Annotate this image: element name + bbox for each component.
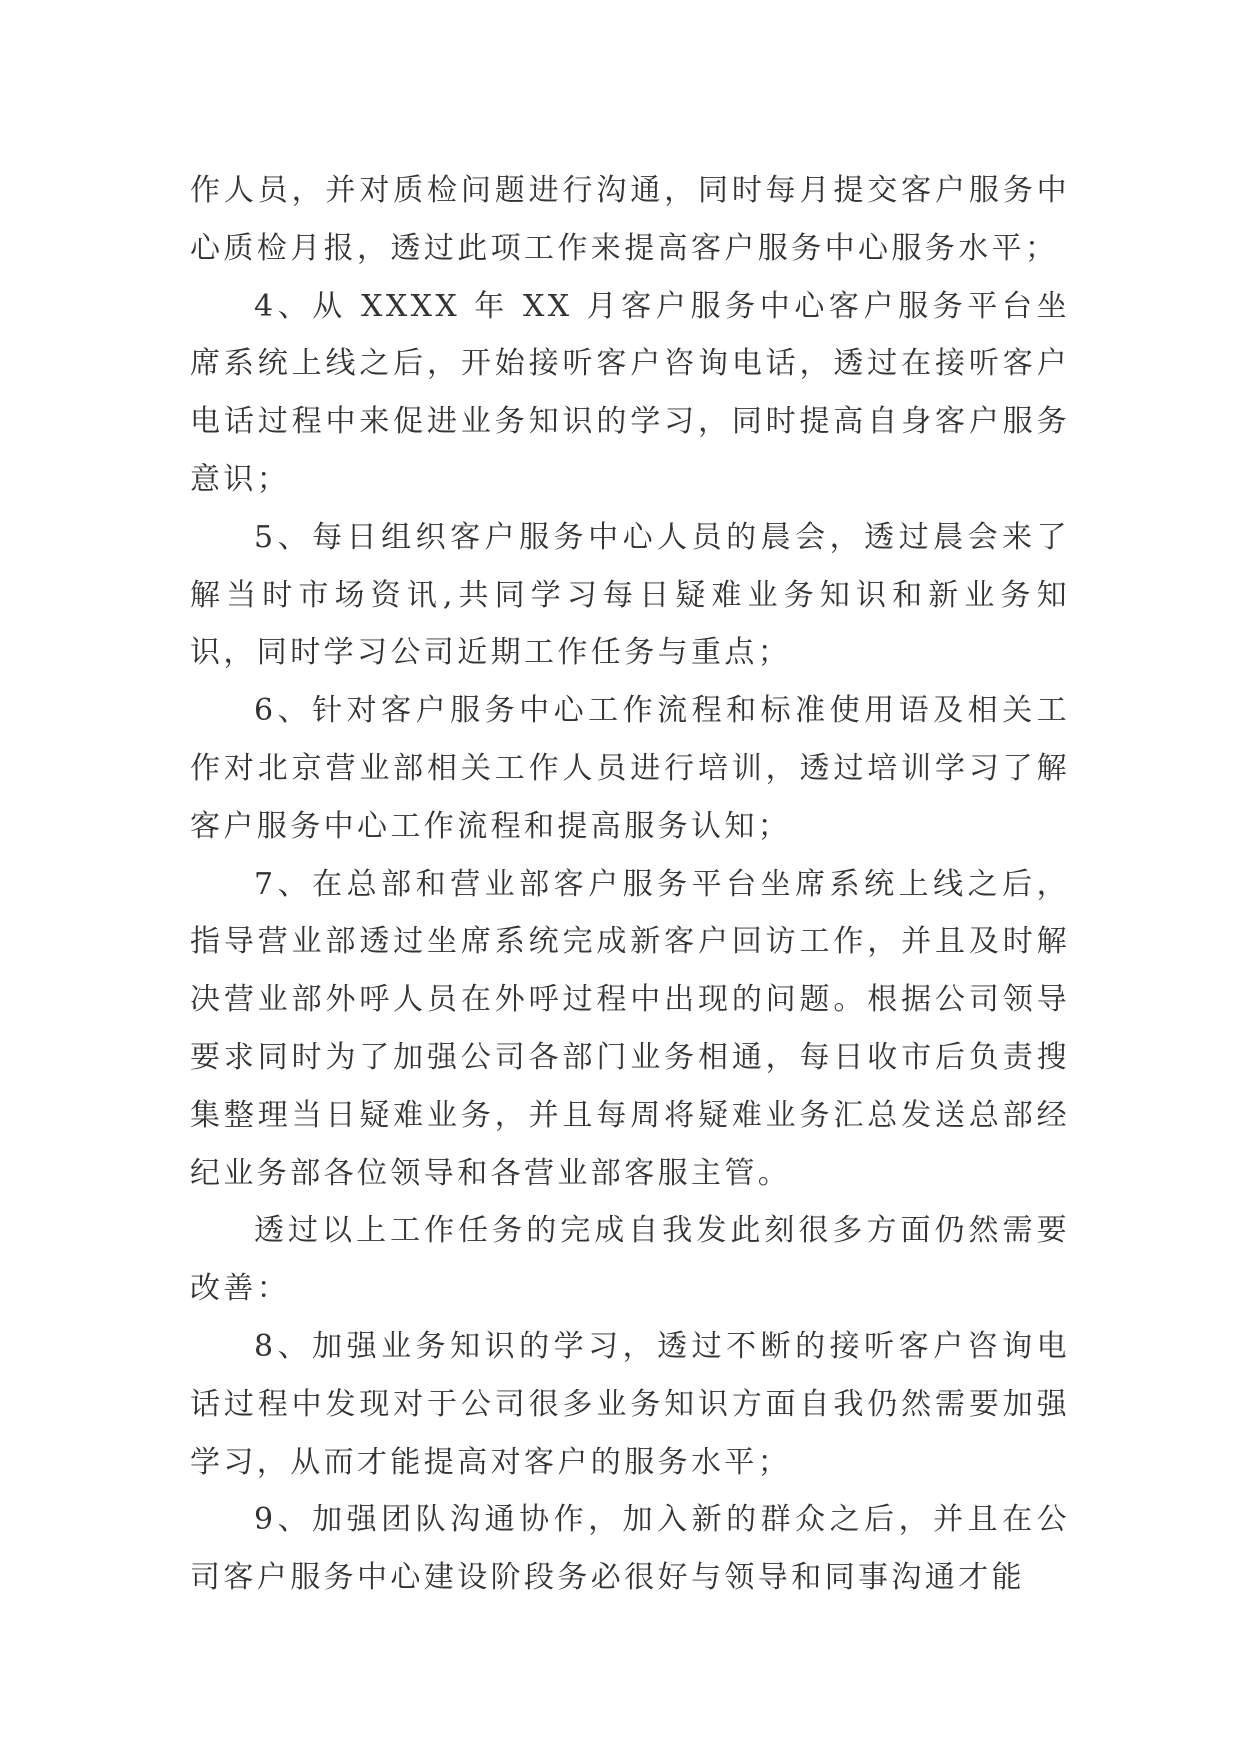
paragraph-item-7: 7、在总部和营业部客户服务平台坐席系统上线之后，指导营业部透过坐席系统完成新客户回访工作，并且及时解决营业部外呼人员在外呼过程中出现的问题。根据公司领导要求同时为了加强公司各部门业务相通，每日收市后负责搜集整理当日疑难业务，并且每周将疑难业务汇总发送总部经纪业务部各位领导和各营业部客服主管。 xyxy=(190,866,1070,1191)
paragraph-item-5: 5、每日组织客户服务中心人员的晨会，透过晨会来了解当时市场资讯,共同学习每日疑难业务知识和新业务知识，同时学习公司近期工作任务与重点； xyxy=(190,519,1070,671)
document-body xyxy=(190,162,1070,1607)
paragraph-item-8: 8、加强业务知识的学习，透过不断的接听客户咨询电话过程中发现对于公司很多业务知识方面自我仍然需要加强学习，从而才能提高对客户的服务水平； xyxy=(190,1328,1070,1480)
paragraph-item-9: 9、加强团队沟通协作，加入新的群众之后，并且在公司客户服务中心建设阶段务必很好与领导和同事沟通才能 xyxy=(190,1502,1070,1596)
paragraph-item-6: 6、针对客户服务中心工作流程和标准使用语及相关工作对北京营业部相关工作人员进行培训，透过培训学习了解客户服务中心工作流程和提高服务认知； xyxy=(190,693,1070,844)
paragraph-summary: 透过以上工作任务的完成自我发此刻很多方面仍然需要改善： xyxy=(190,1213,1070,1307)
paragraph-item-4: 4、从 XXXX 年 XX 月客户服务中心客户服务平台坐席系统上线之后，开始接听客户咨询电话，透过在接听客户电话过程中来促进业务知识的学习，同时提高自身客户服务意识； xyxy=(190,288,1070,497)
paragraph-continuation: 作人员，并对质检问题进行沟通，同时每月提交客户服务中心质检月报，透过此项工作来提高客户服务中心服务水平； xyxy=(190,173,1070,266)
